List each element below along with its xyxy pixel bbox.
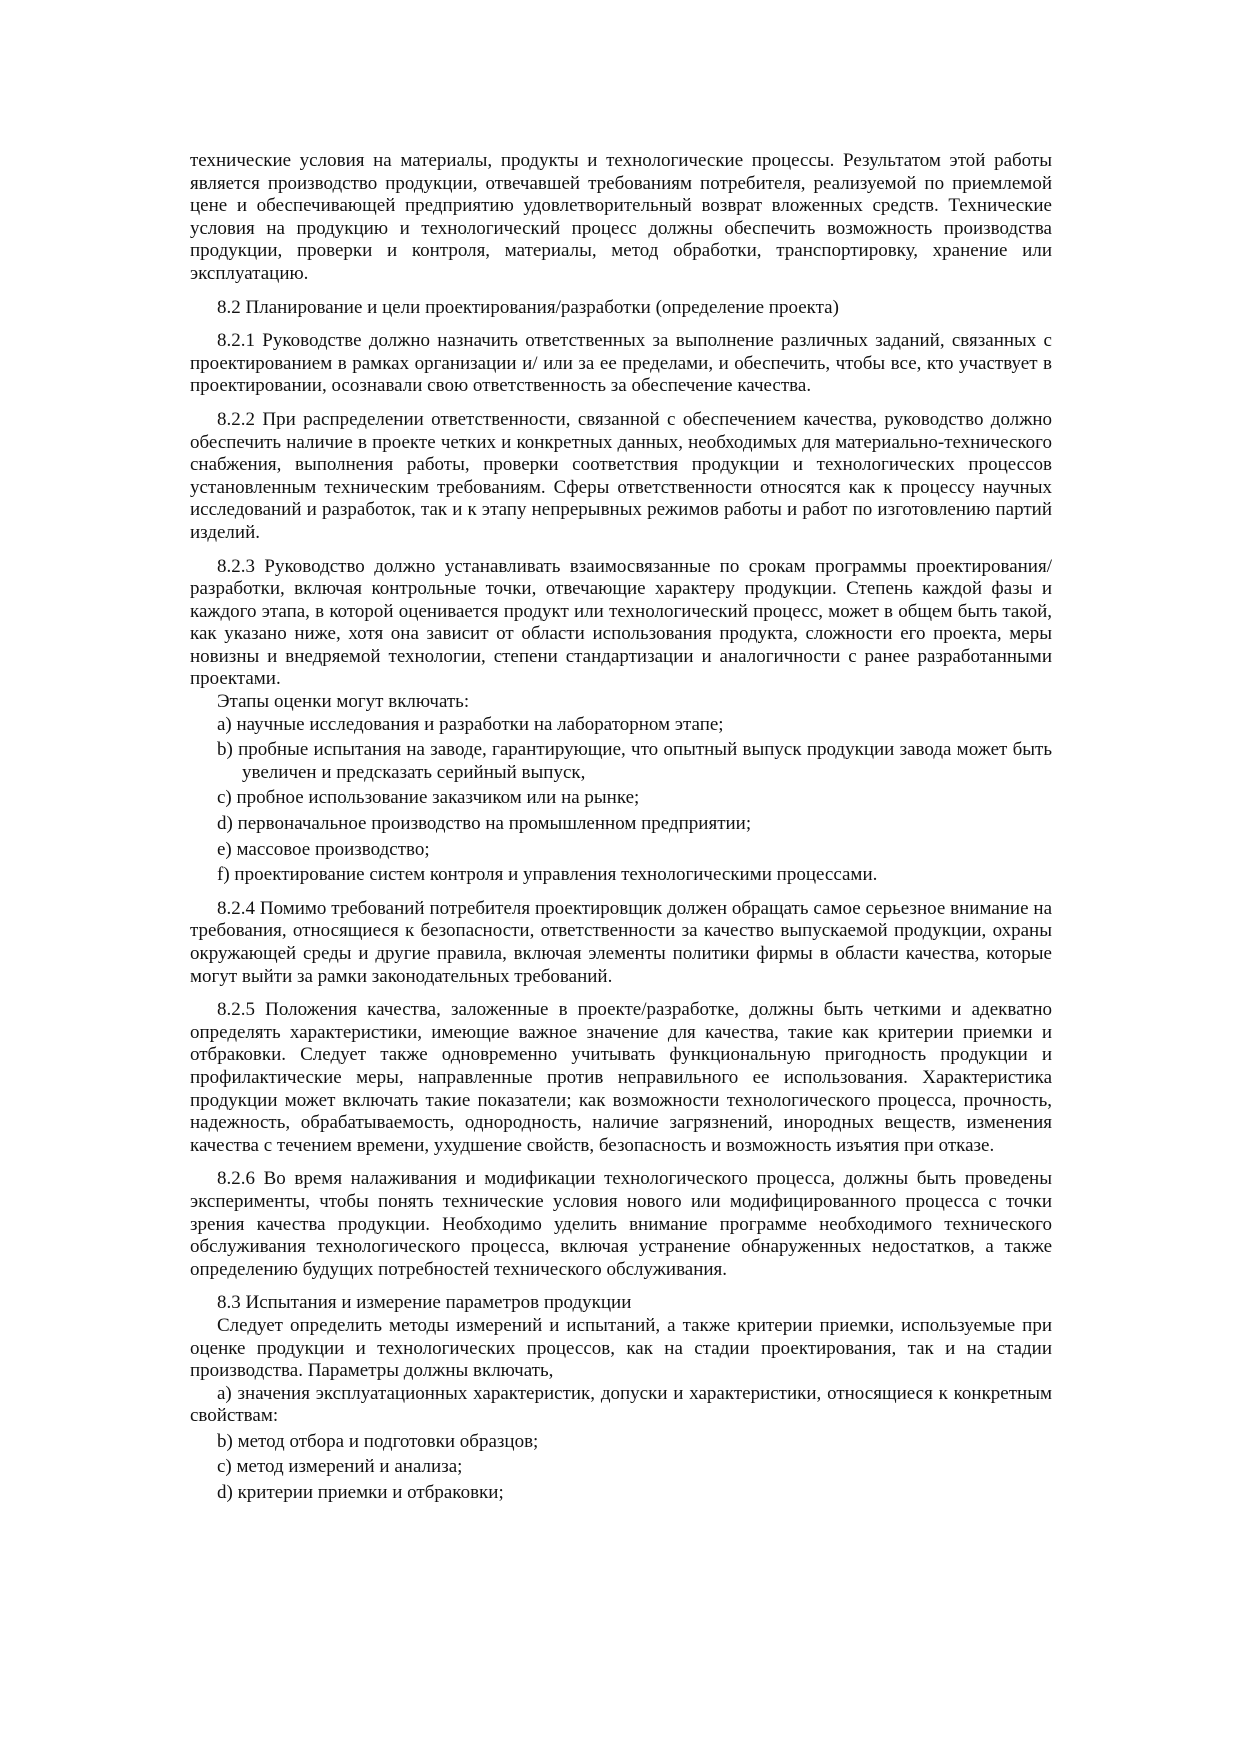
stage-item-e: e) массовое производство;: [217, 838, 430, 860]
stage-item-a: a) научные исследования и разработки на лабораторном этапе;: [217, 713, 724, 735]
paragraph-8-2-4: 8.2.4 Помимо требований потребителя проектировщик должен обращать самое серьезное внимание на требования, относящиеся к безопасности, ответственности за качество выпускаемой продукции, охраны окружающей среды и другие правила, включая элементы политики фирмы в области качества, которые могут выйти за рамки законодательных требований.: [190, 897, 1052, 987]
param-item-d: d) критерии приемки и отбраковки;: [217, 1482, 504, 1504]
section-8-2-heading: 8.2 Планирование и цели проектирования/разработки (определение проекта): [217, 296, 839, 318]
stage-item-f: f) проектирование систем контроля и управления технологическими процессами.: [217, 864, 878, 886]
param-item-b: b) метод отбора и подготовки образцов;: [217, 1430, 539, 1452]
stage-item-b: b) пробные испытания на заводе, гарантирующие, что опытный выпуск продукции завода может быть увеличен и предсказать серийный выпуск,: [217, 739, 1052, 783]
paragraph-8-2-3: 8.2.3 Руководство должно устанавливать взаимосвязанные по срокам программы проектирования/разработки, включая контрольные точки, отвечающие характеру продукции. Степень каждой фазы и каждого этапа, в которой оценивается продукт или технологический процесс, может в общем быть такой, как указано ниже, хотя она зависит от области использования продукта, сложности его проекта, меры новизны и внедряемой технологии, степени стандартизации и аналогичности с ранее разработанными проектами.: [190, 555, 1052, 690]
section-8-3-heading: 8.3 Испытания и измерение параметров продукции: [217, 1292, 632, 1314]
paragraph-8-2-6: 8.2.6 Во время налаживания и модификации технологического процесса, должны быть проведены эксперименты, чтобы понять технические условия нового или модифицированного процесса с точки зрения качества продукции. Необходимо уделить внимание программе необходимого технического обслуживания технологического процесса, включая устранение обнаруженных недостатков, а также определению будущих потребностей технического обслуживания.: [190, 1168, 1052, 1280]
paragraph-8-2-1: 8.2.1 Руководстве должно назначить ответственных за выполнение различных заданий, связанных с проектированием в рамках организации и/ или за ее пределами, и обеспечить, чтобы все, кто участвует в проектировании, осознавали свою ответственность за обеспечение качества.: [190, 330, 1052, 397]
stage-item-d: d) первоначальное производство на промышленном предприятии;: [217, 813, 752, 835]
stages-intro: Этапы оценки могут включать:: [217, 691, 470, 713]
stage-item-c: c) пробное использование заказчиком или на рынке;: [217, 787, 640, 809]
document-page: [190, 150, 1052, 1505]
paragraph-8-2-2: 8.2.2 При распределении ответственности, связанной с обеспечением качества, руководство должно обеспечить наличие в проекте четких и конкретных данных, необходимых для материально-технического снабжения, выполнения работы, проверки соответствия продукции и технологических процессов установленным техническим требованиям. Сферы ответственности относятся как к процессу научных исследований и разработок, так и к этапу непрерывных режимов работы и работ по изготовлению партий изделий.: [190, 408, 1052, 543]
param-item-c: c) метод измерений и анализа;: [217, 1456, 463, 1478]
intro-paragraph: технические условия на материалы, продукты и технологические процессы. Результатом этой работы является производство продукции, отвечавшей требованиям потребителя, реализуемой по приемлемой цене и обеспечивающей предприятию удовлетворительный возврат вложенных средств. Технические условия на продукцию и технологический процесс должны обеспечить возможность производства продукции, проверки и контроля, материалы, метод обработки, транспортировку, хранение или эксплуатацию.: [190, 150, 1052, 284]
paragraph-8-3-text: Следует определить методы измерений и испытаний, а также критерии приемки, используемые при оценке продукции и технологических процессов, как на стадии проектирования, так и на стадии производства. Параметры должны включать,: [190, 1314, 1052, 1382]
param-item-a: a) значения эксплуатационных характеристик, допуски и характеристики, относящиеся к конкретным свойствам:: [190, 1382, 1052, 1427]
paragraph-8-2-5: 8.2.5 Положения качества, заложенные в проекте/разработке, должны быть четкими и адекватно определять характеристики, имеющие важное значение для качества, такие как критерии приемки и отбраковки. Следует также одновременно учитывать функциональную пригодность продукции и профилактические меры, направленные против неправильного ее использования. Характеристика продукции может включать такие показатели; как возможности технологического процесса, прочность, надежность, обрабатываемость, однородность, наличие загрязнений, инородных веществ, изменения качества с течением времени, ухудшение свойств, безопасность и возможность изъятия при отказе.: [190, 999, 1052, 1156]
